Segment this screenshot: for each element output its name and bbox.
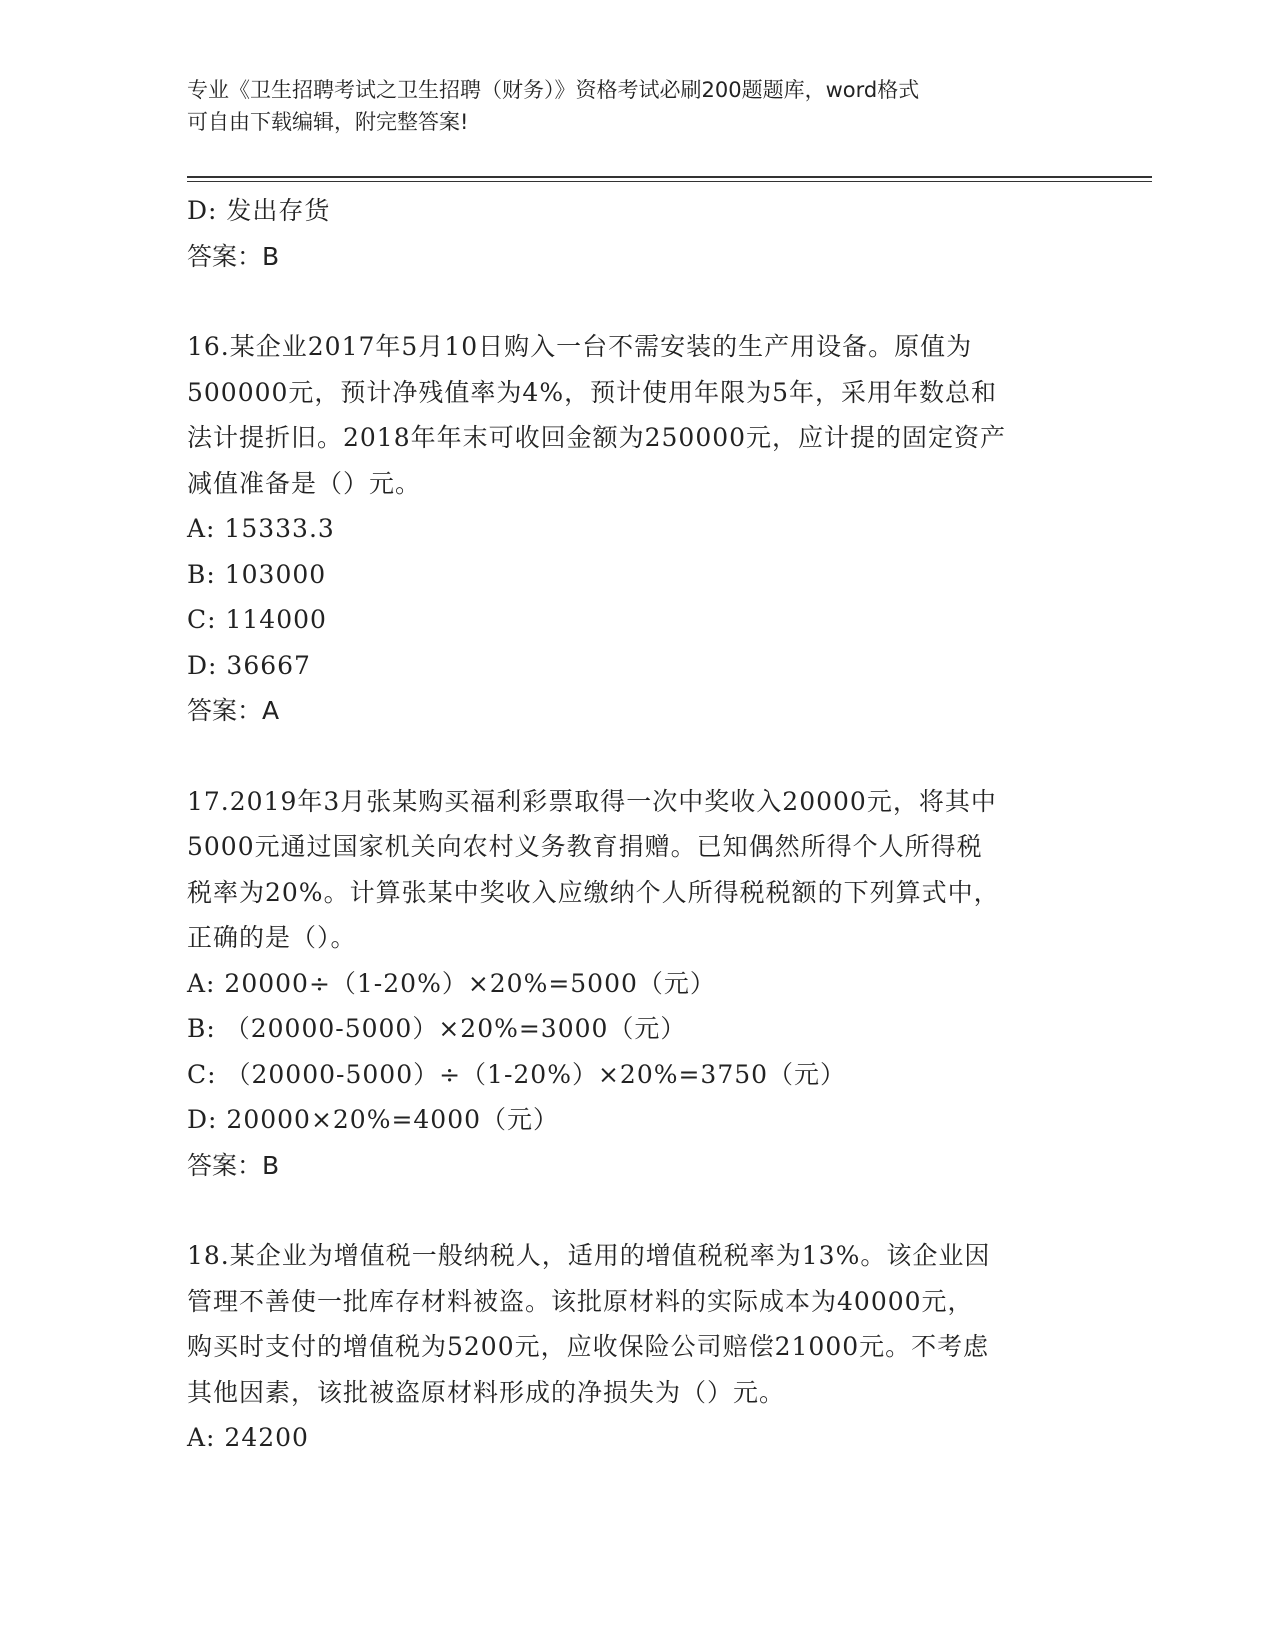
question-16-option-c: C: 114000 bbox=[187, 605, 327, 634]
header-divider-thin bbox=[187, 181, 1152, 182]
question-17-option-c: C: （20000-5000）÷（1-20%）×20%=3750（元） bbox=[187, 1059, 847, 1089]
header-line-2: 可自由下载编辑，附完整答案! bbox=[187, 110, 469, 134]
question-18-text-line: 管理不善使一批库存材料被盗。该批原材料的实际成本为40000元， bbox=[187, 1286, 974, 1316]
question-17 bbox=[187, 779, 1087, 1189]
prev-answer: 答案：B bbox=[187, 241, 280, 271]
question-16-option-d: D: 36667 bbox=[187, 650, 311, 680]
question-16-option-a: A: 15333.3 bbox=[187, 514, 335, 543]
question-18-text-line: 18.某企业为增值税一般纳税人，适用的增值税税率为13%。该企业因 bbox=[187, 1241, 991, 1270]
question-16-text-line: 16.某企业2017年5月10日购入一台不需安装的生产用设备。原值为 bbox=[187, 332, 973, 361]
question-17-option-a: A: 20000÷（1-20%）×20%=5000（元） bbox=[187, 968, 716, 998]
question-18-option-a: A: 24200 bbox=[187, 1423, 309, 1452]
question-17-text-line: 5000元通过国家机关向农村义务教育捐赠。已知偶然所得个人所得税 bbox=[187, 832, 983, 861]
header-line-1: 专业《卫生招聘考试之卫生招聘（财务）》资格考试必刷200题题库，word格式 bbox=[187, 78, 920, 102]
question-17-answer: 答案：B bbox=[187, 1150, 280, 1180]
question-18-text-line: 购买时支付的增值税为5200元，应收保险公司赔偿21000元。不考虑 bbox=[187, 1332, 990, 1361]
question-16-text-line: 500000元，预计净残值率为4%，预计使用年限为5年，采用年数总和 bbox=[187, 377, 998, 407]
question-17-text-line: 正确的是（）。 bbox=[187, 923, 357, 952]
question-18-text-line: 其他因素，该批被盗原材料形成的净损失为（）元。 bbox=[187, 1377, 786, 1407]
header-divider-thick bbox=[187, 176, 1152, 178]
question-16-text-line: 减值准备是（）元。 bbox=[187, 468, 422, 498]
document-body bbox=[187, 188, 1087, 1461]
prev-option-d: D: 发出存货 bbox=[187, 196, 331, 225]
document-header bbox=[187, 74, 1087, 138]
question-16 bbox=[187, 324, 1087, 734]
question-17-option-d: D: 20000×20%=4000（元） bbox=[187, 1105, 560, 1134]
question-16-text-line: 法计提折旧。2018年年末可收回金额为250000元，应计提的固定资产 bbox=[187, 423, 1007, 452]
question-17-text-line: 税率为20%。计算张某中奖收入应缴纳个人所得税税额的下列算式中， bbox=[187, 877, 1000, 907]
question-16-option-b: B: 103000 bbox=[187, 559, 327, 589]
question-18 bbox=[187, 1233, 1087, 1461]
question-16-answer: 答案：A bbox=[187, 696, 280, 725]
question-17-text-line: 17.2019年3月张某购买福利彩票取得一次中奖收入20000元，将其中 bbox=[187, 786, 997, 816]
question-17-option-b: B: （20000-5000）×20%=3000（元） bbox=[187, 1014, 687, 1043]
